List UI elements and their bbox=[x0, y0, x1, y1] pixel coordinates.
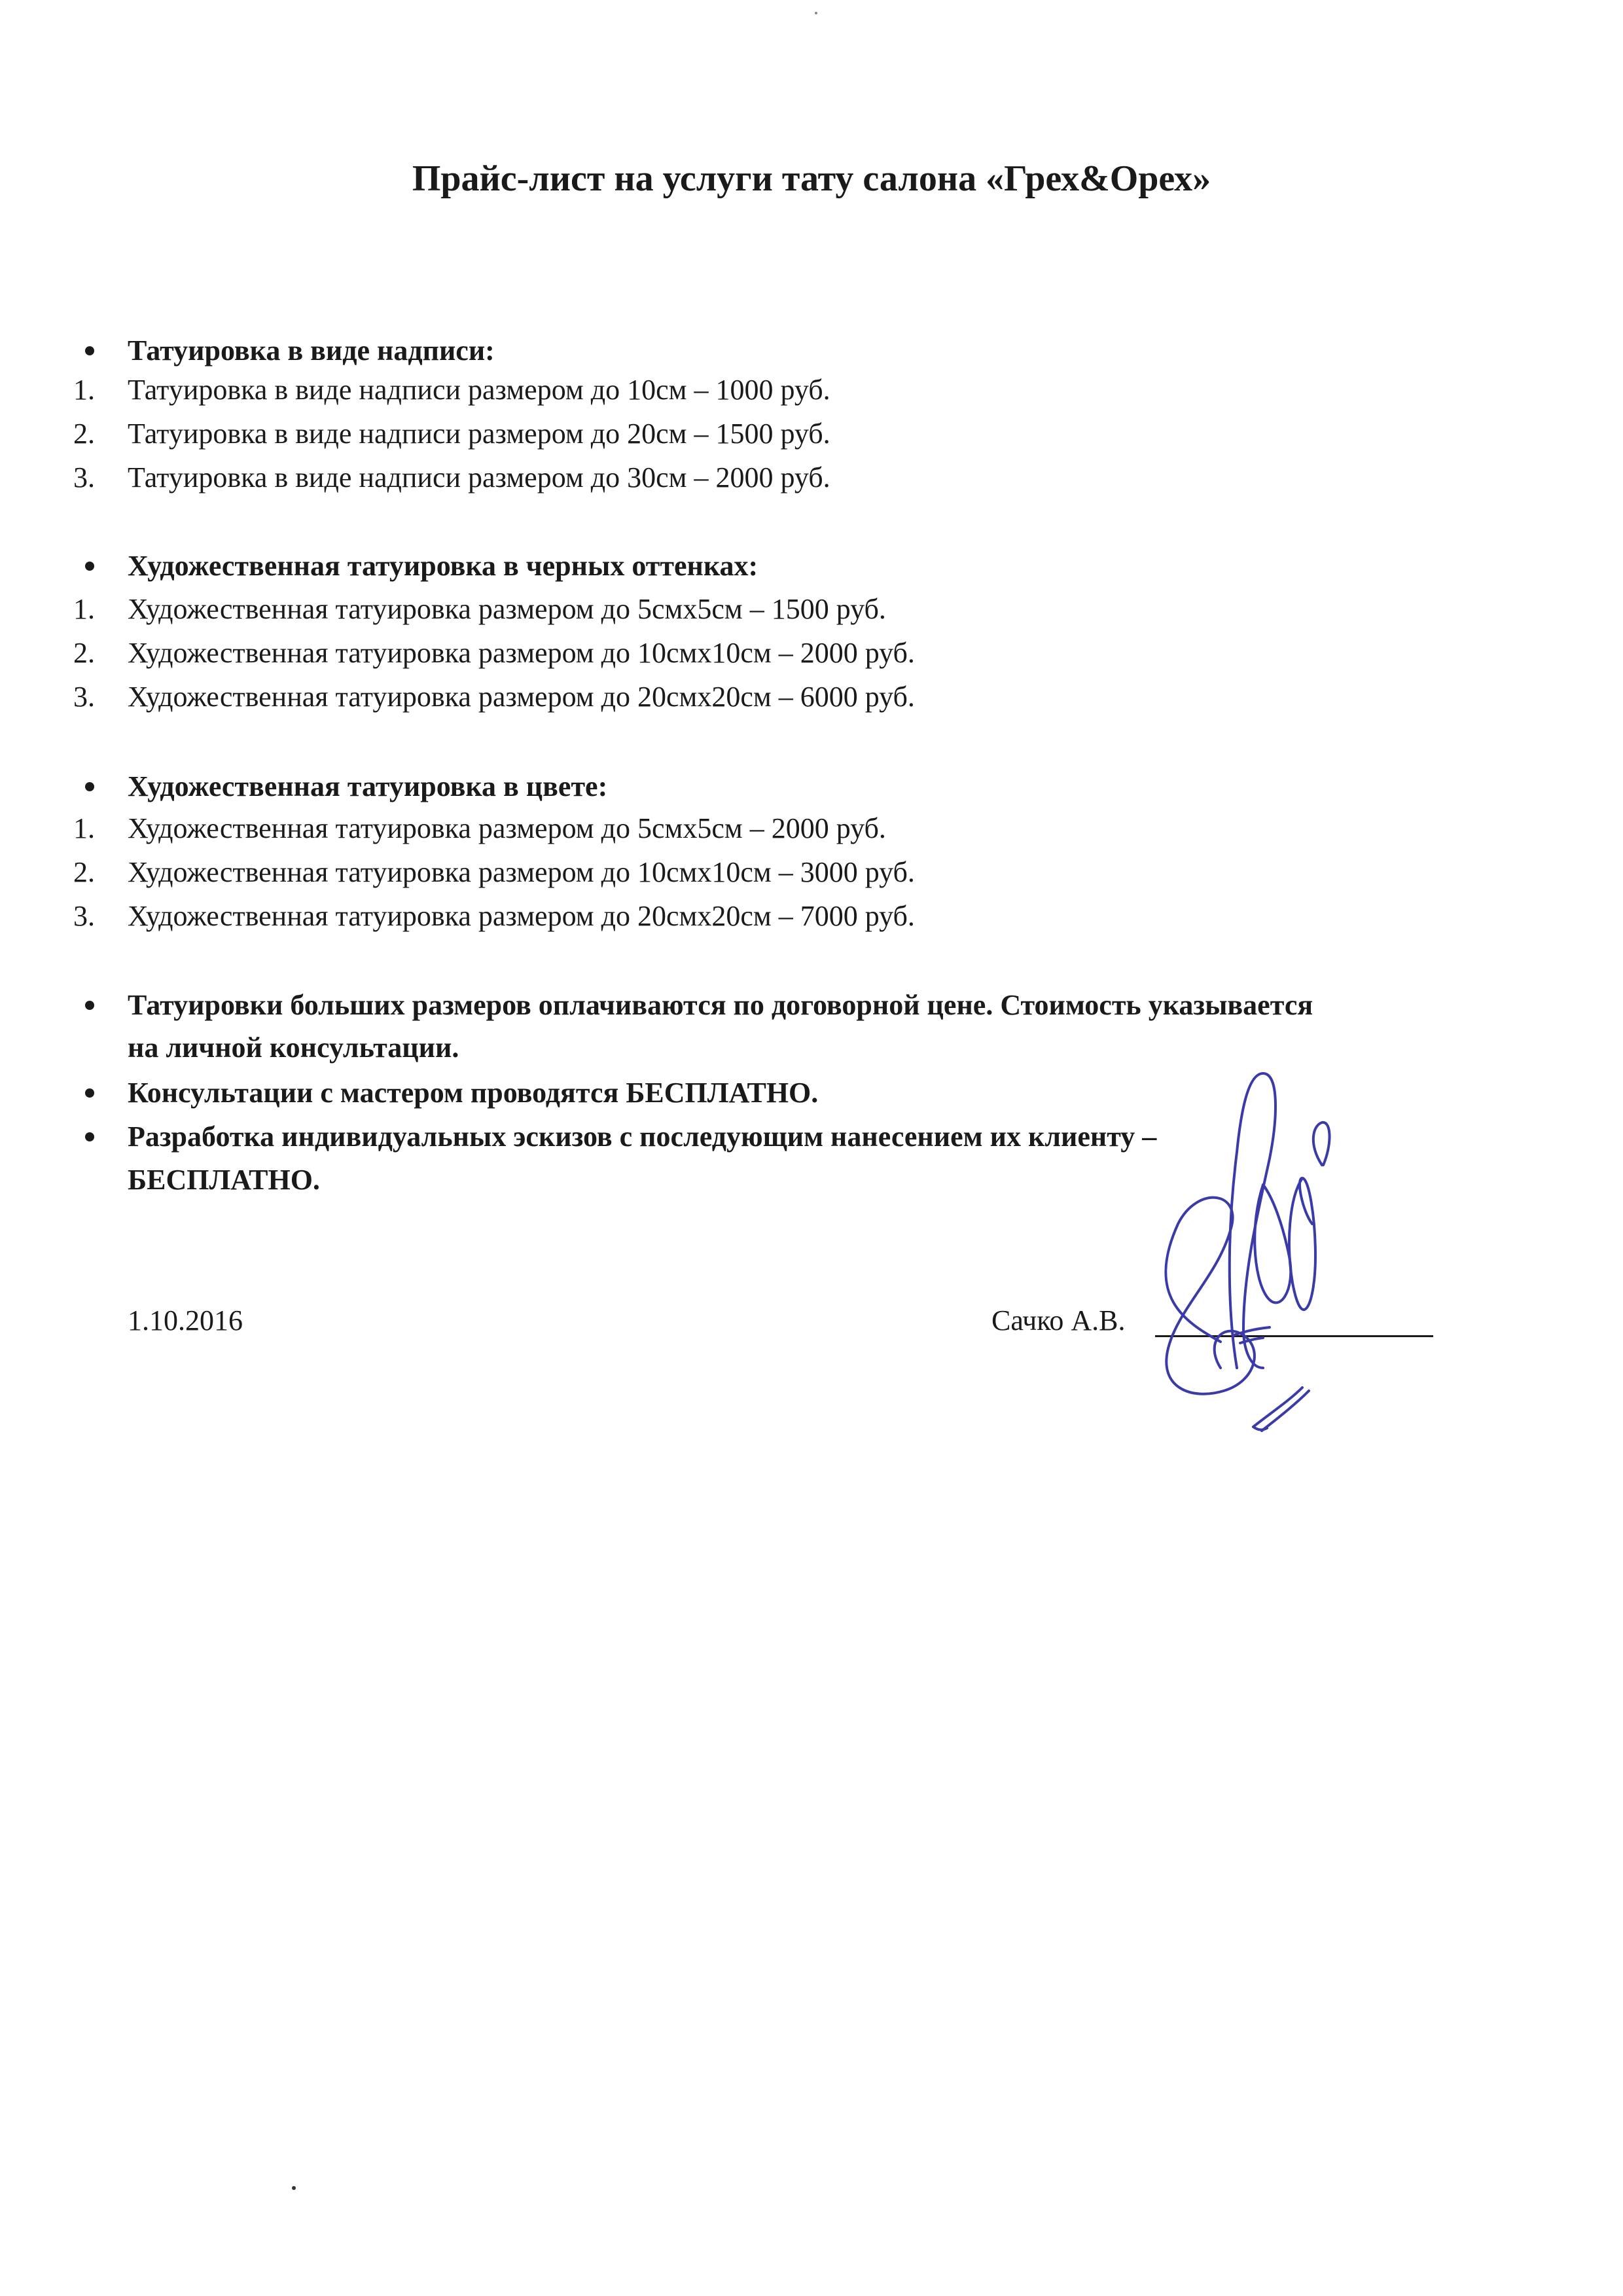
section-1-heading: Татуировка в виде надписи: bbox=[128, 334, 495, 367]
note-3-line-1: Разработка индивидуальных эскизов с последующим нанесением их клиенту – bbox=[128, 1121, 1157, 1153]
section-3-heading: Художественная татуировка в цвете: bbox=[128, 770, 608, 802]
note-3-bullet bbox=[85, 1132, 94, 1141]
note-2-line-1: Консультации с мастером проводятся БЕСПЛАТНО. bbox=[128, 1077, 819, 1109]
section-2-item-2: Художественная татуировка размером до 10смх10см – 2000 руб. bbox=[128, 637, 915, 669]
note-2-bullet bbox=[85, 1088, 94, 1098]
section-2-heading: Художественная татуировка в черных оттенках: bbox=[128, 550, 758, 582]
section-3-bullet bbox=[85, 782, 94, 791]
document-date: 1.10.2016 bbox=[128, 1304, 243, 1336]
section-2-item-3: Художественная татуировка размером до 20смх20см – 6000 руб. bbox=[128, 681, 915, 713]
note-1-bullet bbox=[85, 1001, 94, 1010]
note-3-line-2: БЕСПЛАТНО. bbox=[128, 1164, 320, 1196]
section-3-item-2: Художественная татуировка размером до 10смх10см – 3000 руб. bbox=[128, 856, 915, 888]
document-title: Прайс-лист на услуги тату салона «Грех&Орех» bbox=[412, 158, 1211, 199]
section-3-item-3: Художественная татуировка размером до 20смх20см – 7000 руб. bbox=[128, 900, 915, 932]
section-1-item-1: Татуировка в виде надписи размером до 10см – 1000 руб. bbox=[128, 374, 830, 406]
section-3-item-1: Художественная татуировка размером до 5смх5см – 2000 руб. bbox=[128, 812, 886, 844]
section-2-item-3-number: 3. bbox=[73, 681, 95, 713]
section-1-item-3: Татуировка в виде надписи размером до 30см – 2000 руб. bbox=[128, 461, 830, 493]
note-1-line-1: Татуировки больших размеров оплачиваются по договорной цене. Стоимость указывается bbox=[128, 989, 1313, 1021]
signature-scribble bbox=[1106, 1060, 1381, 1446]
section-2-bullet bbox=[85, 562, 94, 571]
section-3-item-1-number: 1. bbox=[73, 812, 95, 844]
section-1-item-1-number: 1. bbox=[73, 374, 95, 406]
note-1-line-2: на личной консультации. bbox=[128, 1031, 459, 1064]
section-2-item-1: Художественная татуировка размером до 5смх5см – 1500 руб. bbox=[128, 593, 886, 625]
section-1-item-3-number: 3. bbox=[73, 461, 95, 493]
scan-speck-top bbox=[815, 12, 817, 14]
section-3-item-3-number: 3. bbox=[73, 900, 95, 932]
signatory-name: Сачко А.В. bbox=[991, 1304, 1126, 1336]
section-1-bullet bbox=[85, 346, 94, 355]
section-2-item-1-number: 1. bbox=[73, 593, 95, 625]
section-3-item-2-number: 2. bbox=[73, 856, 95, 888]
section-1-item-2: Татуировка в виде надписи размером до 20см – 1500 руб. bbox=[128, 418, 830, 450]
section-2-item-2-number: 2. bbox=[73, 637, 95, 669]
scan-speck bbox=[292, 2186, 296, 2190]
section-1-item-2-number: 2. bbox=[73, 418, 95, 450]
